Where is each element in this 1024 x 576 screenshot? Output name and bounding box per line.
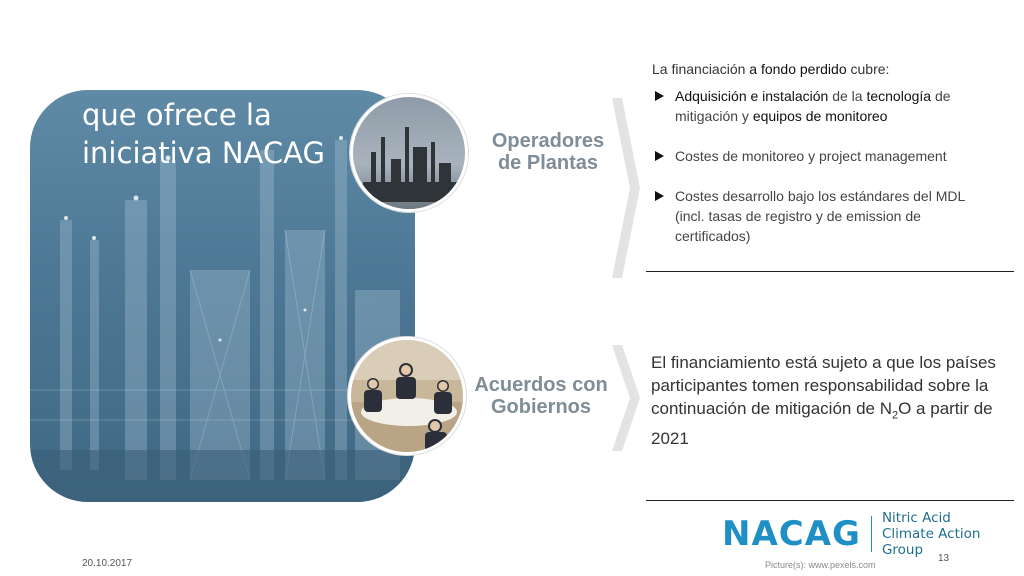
logo-separator: [871, 516, 872, 552]
picture-credit: Picture(s): www.pexels.com: [765, 560, 876, 570]
triangle-bullet-icon: [655, 191, 664, 201]
list-item: [654, 186, 989, 246]
logo-subtitle-line: Nitric Acid: [881, 510, 951, 526]
triangle-bullet-icon: [655, 91, 664, 101]
bullet-highlight: tecnología: [866, 88, 932, 104]
refinery-illustration: [353, 97, 465, 209]
meeting-photo: [348, 337, 466, 455]
operators-label-line: de Plantas: [497, 152, 599, 174]
logo-subtitle-line: Climate Action Group: [881, 526, 981, 558]
governments-text-body: El financiamiento está sujeto a que los países participantes tomen responsabilidad sobre la continuación de mitigación de N: [651, 353, 996, 418]
bullet-highlight: equipos de monitoreo: [752, 108, 888, 124]
footer-date: 20.10.2017: [82, 558, 133, 569]
chevron-right-icon: [612, 345, 640, 451]
bullet-highlight: Adquisición e instalación: [675, 88, 829, 104]
page-number: 13: [938, 553, 950, 564]
intro-highlight: a fondo perdido: [749, 61, 847, 77]
hero-title-line: Financiamiento: [82, 60, 303, 94]
bullet-text: de la: [828, 88, 867, 104]
governments-label-line: Gobiernos: [490, 396, 591, 418]
hero-title-line: iniciativa NACAG: [82, 136, 325, 170]
list-item: [654, 86, 989, 126]
governments-text: [651, 351, 996, 450]
subscript: 2: [891, 409, 899, 422]
governments-label-line: Acuerdos con: [474, 374, 608, 396]
logo-subtitle: [882, 510, 1024, 558]
industry-photo: [350, 94, 468, 212]
intro-text: cubre:: [846, 61, 890, 77]
triangle-bullet-icon: [655, 151, 664, 161]
funding-intro: [652, 61, 889, 77]
bullet-text: Costes desarrollo bajo los estándares del MDL (incl. tasas de registro y de emission de certificados): [675, 188, 965, 244]
governments-label: [466, 374, 616, 418]
bullet-text: de mitigación y: [675, 88, 951, 124]
section-divider: [646, 271, 1014, 272]
logo-wordmark: NACAG: [722, 514, 861, 554]
list-item: [654, 146, 989, 166]
funding-bullet-list: [654, 86, 989, 266]
hero-title: [82, 58, 382, 172]
hero-title-line: que ofrece la: [82, 98, 272, 132]
operators-label-line: Operadores: [491, 130, 605, 152]
governments-text-body: O a partir de 2021: [651, 399, 993, 449]
bullet-text: Costes de monitoreo y project management: [675, 148, 947, 164]
nacag-logo: [722, 510, 1024, 558]
chevron-right-icon: [612, 98, 640, 278]
intro-text: La financiación: [652, 61, 750, 77]
operators-label: [478, 130, 618, 174]
section-divider: [646, 500, 1014, 501]
meeting-illustration: [351, 340, 463, 452]
